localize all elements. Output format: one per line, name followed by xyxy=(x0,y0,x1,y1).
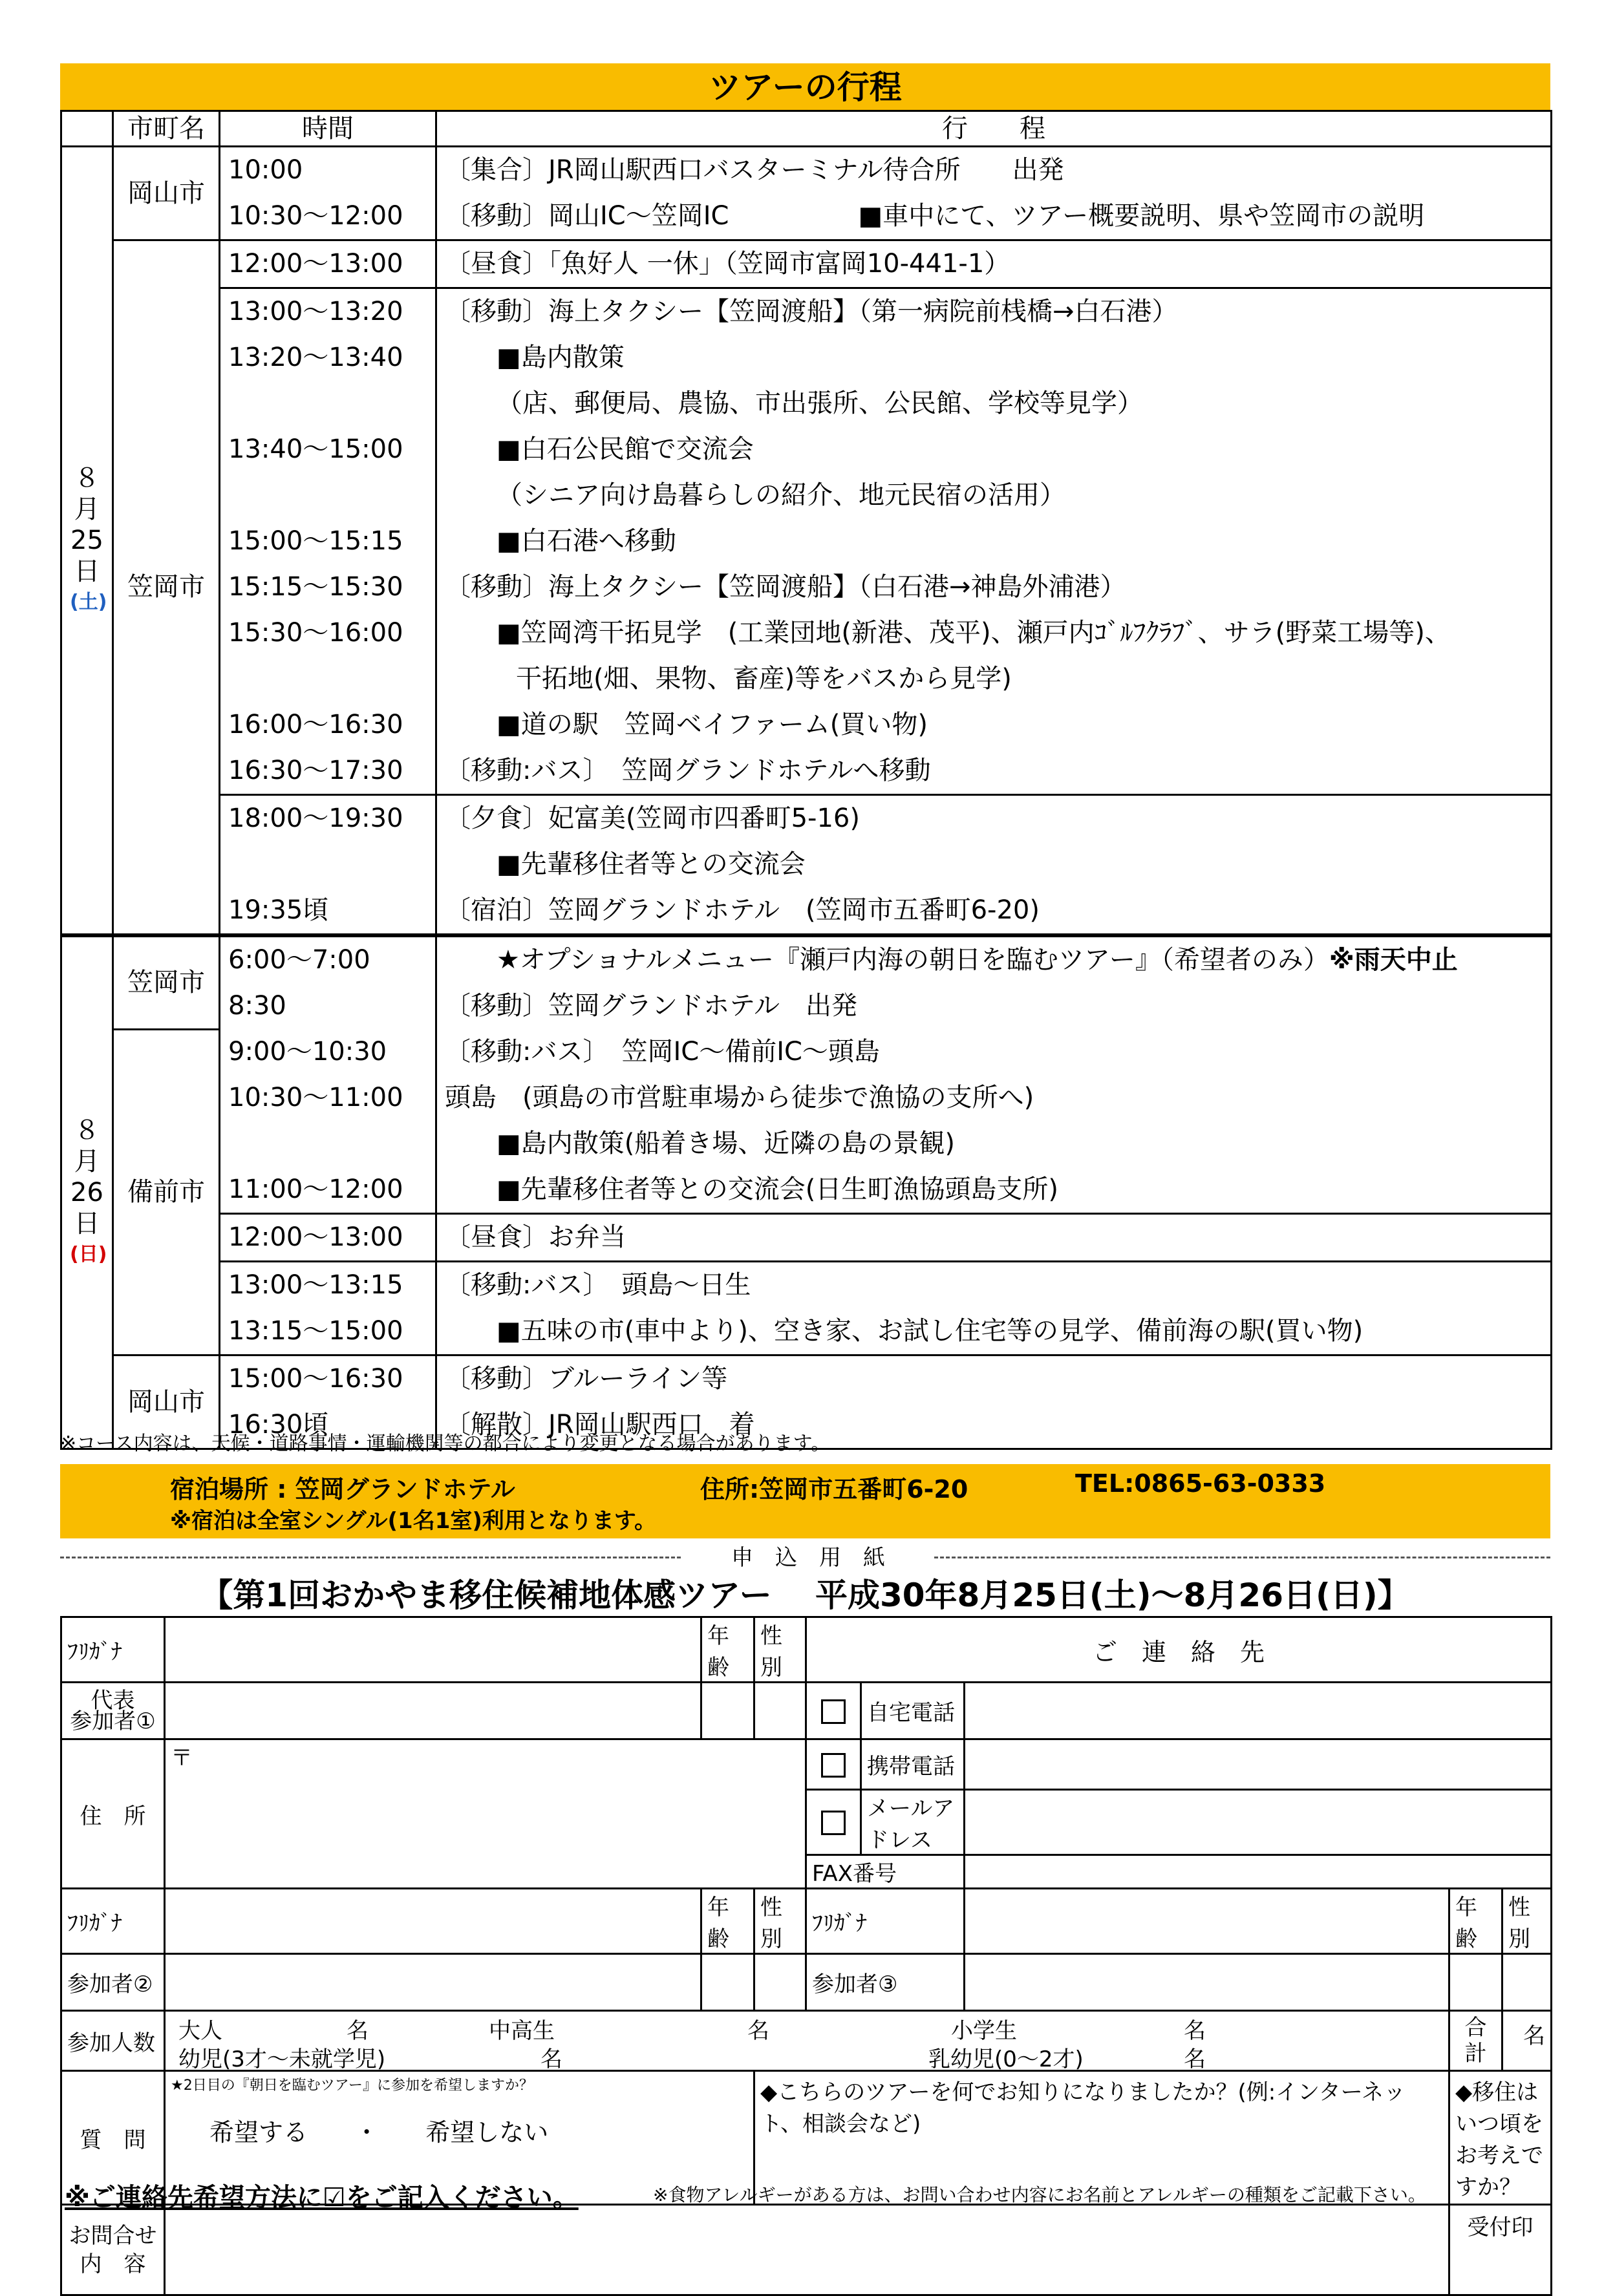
contact-header: ご 連 絡 先 xyxy=(806,1617,1552,1683)
event-cell: ■五味の市(車中より)、空き家、お試し住宅等の見学、備前海の駅(買い物) xyxy=(436,1308,1552,1355)
header-city: 市町名 xyxy=(113,111,220,147)
event-cell: 〔夕食〕妃富美(笠岡市四番町5-16) xyxy=(436,795,1552,842)
sex-label-3: 性別 xyxy=(1502,1889,1552,1954)
representative-label: 代表 参加者① xyxy=(61,1683,165,1739)
event-cell: ★オプショナルメニュー『瀬戸内海の朝日を臨むツアー』（希望者のみ）※雨天中止 xyxy=(436,935,1552,983)
time-cell: 11:00～12:00 xyxy=(220,1167,436,1214)
participant3-sex-input[interactable] xyxy=(1502,1954,1552,2011)
time-cell: 15:15～15:30 xyxy=(220,564,436,610)
time-cell: 13:00～13:15 xyxy=(220,1262,436,1309)
teen-label: 中高生 xyxy=(489,2018,555,2044)
lodging-single-note: ※宿泊は全室シングル(1名1室)利用となります。 xyxy=(170,1508,657,1534)
time-cell: 15:00～16:30 xyxy=(220,1355,436,1403)
infant-label: 幼児(3才～未就学児) xyxy=(178,2046,386,2071)
inquiry-input[interactable] xyxy=(165,2205,1449,2295)
city-okayama-1: 岡山市 xyxy=(113,147,220,240)
event-cell: 〔移動〕笠岡グランドホテル 出発 xyxy=(436,983,1552,1029)
elementary-label: 小学生 xyxy=(951,2018,1017,2044)
form-title: 【第1回おかやま移住候補地体感ツアー 平成30年8月25日(土)～8月26日(日)】 xyxy=(200,1577,1410,1614)
mobile-phone-input[interactable] xyxy=(965,1739,1552,1790)
question-sunrise-text: ★2日目の『朝日を臨むツアー』に参加を希望しますか？ xyxy=(171,2078,534,2094)
baby-unit: 名 xyxy=(1184,2046,1206,2071)
teen-unit: 名 xyxy=(747,2018,769,2044)
time-cell xyxy=(220,473,436,518)
email-label: メールアドレス xyxy=(861,1790,965,1855)
city-kasaoka-2: 笠岡市 xyxy=(113,935,220,1029)
event-cell: ■先輩移住者等との交流会(日生町漁協頭島支所) xyxy=(436,1167,1552,1214)
question-label: 質 問 xyxy=(61,2071,165,2205)
home-phone-checkbox[interactable] xyxy=(806,1683,861,1739)
event-cell: ■島内散策(船着き場、近隣の島の景観) xyxy=(436,1121,1552,1167)
event-cell: 〔移動:バス〕 笠岡グランドホテルへ移動 xyxy=(436,748,1552,795)
participant2-sex-input[interactable] xyxy=(754,1954,806,2011)
age-label-1: 年齢 xyxy=(701,1617,754,1683)
question-how-known[interactable]: ◆こちらのツアーを何でお知りになりましたか？(例:インターネット、相談会など) xyxy=(754,2071,1449,2205)
time-cell: 16:30～17:30 xyxy=(220,748,436,795)
separator-line-right xyxy=(934,1557,1550,1558)
option-hope-no[interactable]: 希望しない xyxy=(425,2118,549,2147)
question-relocation-timing[interactable]: ◆移住はいつ頃をお考えですか？ xyxy=(1449,2071,1552,2205)
participant-count-label: 参加人数 xyxy=(61,2011,165,2071)
reception-stamp: 受付印 xyxy=(1449,2205,1552,2295)
city-bizen: 備前市 xyxy=(113,1029,220,1355)
time-cell: 15:00～15:15 xyxy=(220,518,436,564)
time-cell: 13:00～13:20 xyxy=(220,288,436,335)
separator-line-left xyxy=(60,1557,681,1558)
city-kasaoka-1: 笠岡市 xyxy=(113,240,220,936)
event-cell: 〔昼食〕お弁当 xyxy=(436,1214,1552,1262)
mobile-phone-checkbox[interactable] xyxy=(806,1739,861,1790)
event-cell: 〔移動〕海上タクシー【笠岡渡船】（第一病院前桟橋→白石港） xyxy=(436,288,1552,335)
postal-mark: 〒 xyxy=(171,1745,193,1771)
course-note: ※コース内容は、天候・道路事情・運輸機関等の都合により変更となる場合があります。 xyxy=(60,1432,831,1455)
furigana-label-3: ﾌﾘｶﾞﾅ xyxy=(806,1889,965,1954)
adult-unit: 名 xyxy=(347,2018,369,2044)
time-cell: 13:20～13:40 xyxy=(220,335,436,381)
furigana-input-3[interactable] xyxy=(965,1889,1449,1954)
time-cell: 12:00～13:00 xyxy=(220,1214,436,1262)
participant3-name-input[interactable] xyxy=(965,1954,1449,2011)
time-cell: 13:15～15:00 xyxy=(220,1308,436,1355)
option-separator-dot: ・ xyxy=(354,2118,380,2147)
address-label: 住 所 xyxy=(61,1739,165,1889)
time-cell: 10:30～12:00 xyxy=(220,193,436,240)
event-cell: 〔移動:バス〕 笠岡IC～備前IC～頭島 xyxy=(436,1029,1552,1075)
sex-label-2: 性別 xyxy=(754,1889,806,1954)
event-cell: 〔集合〕JR岡山駅西口バスターミナル待合所 出発 xyxy=(436,147,1552,194)
time-cell: 10:30～11:00 xyxy=(220,1075,436,1121)
time-cell xyxy=(220,1121,436,1167)
time-cell: 12:00～13:00 xyxy=(220,240,436,288)
event-cell: ■島内散策 xyxy=(436,335,1552,381)
option-hope-yes[interactable]: 希望する xyxy=(209,2118,308,2147)
time-cell xyxy=(220,842,436,888)
participant2-label: 参加者② xyxy=(61,1954,165,2011)
event-cell: 〔昼食〕「魚好人 一休」（笠岡市富岡10-441-1） xyxy=(436,240,1552,288)
fax-input[interactable] xyxy=(965,1855,1552,1889)
lodging-address: 住所:笠岡市五番町6-20 xyxy=(700,1475,968,1504)
time-cell: 9:00～10:30 xyxy=(220,1029,436,1075)
lodging-tel: TEL:0865-63-0333 xyxy=(1075,1469,1326,1498)
event-cell: （店、郵便局、農協、市出張所、公民館、学校等見学） xyxy=(436,381,1552,427)
lodging-hotel: 宿泊場所 : 笠岡グランドホテル xyxy=(170,1475,515,1504)
itinerary-table xyxy=(60,110,1552,1450)
age-label-3: 年齢 xyxy=(1449,1889,1502,1954)
participant2-age-input[interactable] xyxy=(701,1954,754,2011)
time-cell: 16:00～16:30 xyxy=(220,702,436,748)
event-cell: 頭島 (頭島の市営駐車場から徒歩で漁協の支所へ) xyxy=(436,1075,1552,1121)
email-input[interactable] xyxy=(965,1790,1552,1855)
header-itinerary: 行 程 xyxy=(436,111,1552,147)
fax-label: FAX番号 xyxy=(806,1855,965,1889)
time-cell: 13:40～15:00 xyxy=(220,427,436,473)
home-phone-label: 自宅電話 xyxy=(861,1683,965,1739)
mobile-phone-label: 携帯電話 xyxy=(861,1739,965,1790)
representative-name-input[interactable] xyxy=(165,1683,701,1739)
adult-label: 大人 xyxy=(178,2018,222,2044)
home-phone-input[interactable] xyxy=(965,1683,1552,1739)
event-cell: ■道の駅 笠岡ベイファーム(買い物) xyxy=(436,702,1552,748)
time-cell xyxy=(220,381,436,427)
email-checkbox[interactable] xyxy=(806,1790,861,1855)
elementary-unit: 名 xyxy=(1184,2018,1206,2044)
application-form-label: 申 込 用 紙 xyxy=(731,1545,885,1571)
time-cell: 15:30～16:00 xyxy=(220,610,436,656)
event-cell: 〔移動〕海上タクシー【笠岡渡船】（白石港→神島外浦港） xyxy=(436,564,1552,610)
furigana-label-2: ﾌﾘｶﾞﾅ xyxy=(61,1889,165,1954)
event-cell: 〔移動:バス〕 頭島～日生 xyxy=(436,1262,1552,1309)
furigana-input-2[interactable] xyxy=(165,1889,701,1954)
day1-weekday: (土) xyxy=(70,591,107,613)
lodging-banner xyxy=(60,1464,1550,1538)
total-input[interactable]: 名 xyxy=(1502,2011,1552,2071)
header-time: 時間 xyxy=(220,111,436,147)
total-label: 合 計 xyxy=(1449,2011,1502,2071)
time-cell: 18:00～19:30 xyxy=(220,795,436,842)
contact-method-note: ※ご連絡先希望方法に☑をご記入ください。 xyxy=(65,2183,579,2213)
itinerary-title: ツアーの行程 xyxy=(60,63,1550,111)
event-cell: （シニア向け島暮らしの紹介、地元民宿の活用） xyxy=(436,473,1552,518)
city-okayama-2: 岡山市 xyxy=(113,1355,220,1449)
event-cell: 〔宿泊〕笠岡グランドホテル (笠岡市五番町6-20) xyxy=(436,888,1552,935)
time-cell: 19:35頃 xyxy=(220,888,436,935)
representative-sex-input[interactable] xyxy=(754,1683,806,1739)
participant3-age-input[interactable] xyxy=(1449,1954,1502,2011)
time-cell: 8:30 xyxy=(220,983,436,1029)
event-cell: 〔移動〕岡山IC～笠岡IC ■車中にて、ツアー概要説明、県や笠岡市の説明 xyxy=(436,193,1552,240)
time-cell: 6:00～7:00 xyxy=(220,935,436,983)
participant3-label: 参加者③ xyxy=(806,1954,965,2011)
day1-cell: ８ 月 25 日 (土) xyxy=(61,147,113,936)
time-cell: 10:00 xyxy=(220,147,436,194)
participant-count-cell[interactable] xyxy=(165,2011,1449,2071)
infant-unit: 名 xyxy=(540,2046,562,2071)
day2-cell: ８ 月 26 日 (日) xyxy=(61,935,113,1449)
header-day xyxy=(61,111,113,147)
day2-weekday: (日) xyxy=(70,1243,107,1266)
event-cell: ■笠岡湾干拓見学 (工業団地(新港、茂平)、瀬戸内ｺﾞﾙﾌｸﾗﾌﾞ、サラ(野菜工場等)、 xyxy=(436,610,1552,656)
representative-age-input[interactable] xyxy=(701,1683,754,1739)
event-cell: 干拓地(畑、果物、畜産)等をバスから見学) xyxy=(436,656,1552,702)
inquiry-label: お問合せ 内 容 xyxy=(61,2205,165,2295)
furigana-label-1: ﾌﾘｶﾞﾅ xyxy=(61,1617,165,1683)
event-cell: ■先輩移住者等との交流会 xyxy=(436,842,1552,888)
age-label-2: 年齢 xyxy=(701,1889,754,1954)
event-cell: ■白石公民館で交流会 xyxy=(436,427,1552,473)
furigana-input-1[interactable] xyxy=(165,1617,701,1683)
participant2-name-input[interactable] xyxy=(165,1954,701,2011)
sex-label-1: 性別 xyxy=(754,1617,806,1683)
event-cell: 〔解散〕JR岡山駅西口 着 xyxy=(436,1402,1552,1449)
event-cell: 〔移動〕ブルーライン等 xyxy=(436,1355,1552,1403)
rain-cancel-note: ※雨天中止 xyxy=(1329,945,1458,975)
time-cell: 16:30頃 xyxy=(220,1402,436,1449)
time-cell xyxy=(220,656,436,702)
baby-label: 乳幼児(0～2才) xyxy=(928,2046,1084,2071)
allergy-note: ※食物アレルギーがある方は、お問い合わせ内容にお名前とアレルギーの種類をご記載下さい。 xyxy=(653,2184,1426,2206)
address-input[interactable] xyxy=(165,1739,806,1889)
event-cell: ■白石港へ移動 xyxy=(436,518,1552,564)
